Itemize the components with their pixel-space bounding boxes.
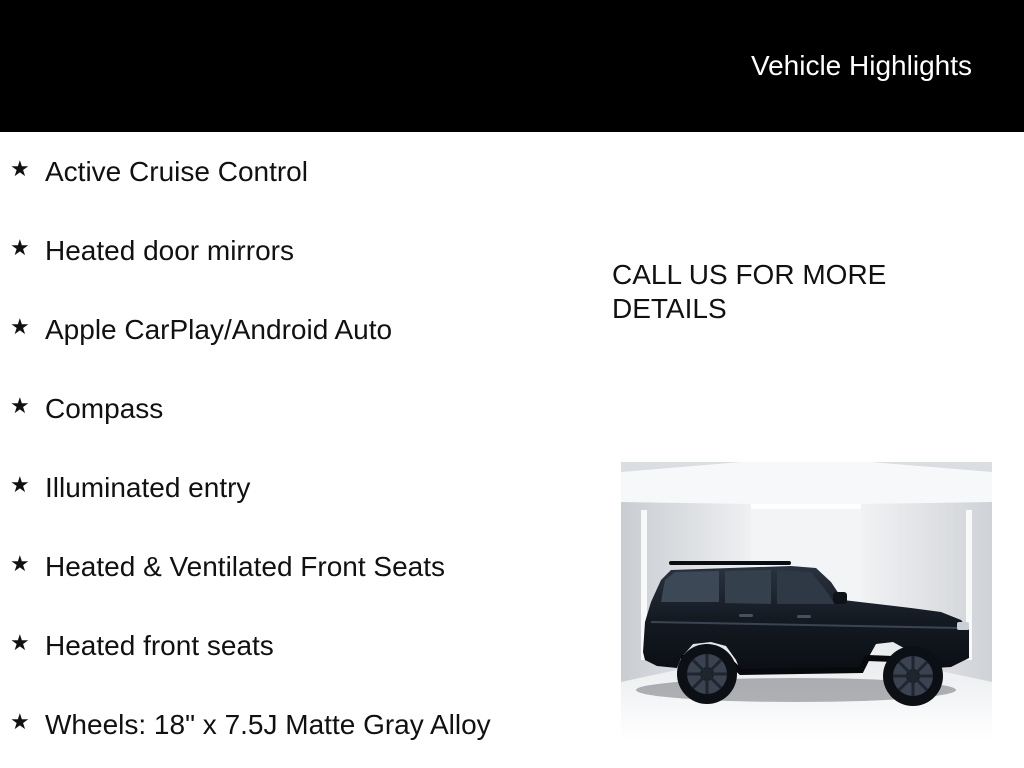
front-wheel — [883, 646, 943, 706]
star-icon: ★ — [10, 709, 30, 734]
list-item — [10, 231, 294, 271]
star-icon: ★ — [10, 630, 30, 655]
star-icon: ★ — [10, 551, 30, 576]
star-icon: ★ — [10, 393, 30, 418]
list-item — [10, 152, 308, 192]
call-to-action-text: CALL US FOR MORE DETAILS — [612, 259, 887, 324]
vehicle-photo — [621, 462, 992, 740]
list-item-label: Heated front seats — [45, 630, 274, 661]
list-item — [10, 547, 445, 587]
highlights-list — [0, 132, 590, 768]
list-item-label: Wheels: 18" x 7.5J Matte Gray Alloy — [45, 709, 491, 740]
star-icon: ★ — [10, 235, 30, 260]
list-item — [10, 310, 392, 350]
list-item — [10, 705, 491, 745]
list-item-label: Apple CarPlay/Android Auto — [45, 314, 393, 345]
list-item-label: Compass — [45, 393, 164, 424]
star-icon: ★ — [10, 314, 30, 339]
list-item — [10, 626, 274, 666]
list-item-label: Illuminated entry — [45, 472, 251, 503]
rear-wheel — [677, 644, 737, 704]
list-item-label: Active Cruise Control — [45, 156, 308, 187]
suv-in-showroom-image — [621, 462, 992, 740]
list-item — [10, 468, 250, 508]
list-item — [10, 389, 163, 429]
header-bar — [0, 0, 1024, 132]
star-icon: ★ — [10, 156, 30, 181]
list-item-label: Heated & Ventilated Front Seats — [45, 551, 446, 582]
page-title: Vehicle Highlights — [750, 50, 972, 81]
star-icon: ★ — [10, 472, 30, 497]
list-item-label: Heated door mirrors — [45, 235, 294, 266]
